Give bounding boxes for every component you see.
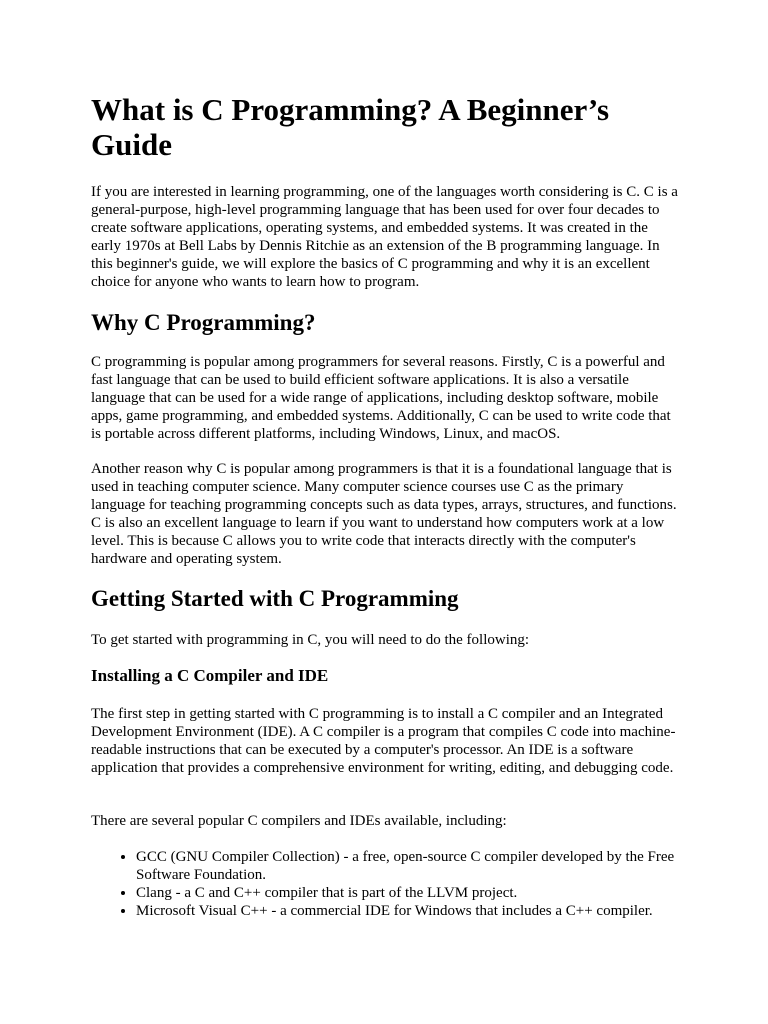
installing-paragraph-1: The first step in getting started with C programming is to install a C compiler and an Integrated Development Environment (IDE). A C compiler is a program that compiles C code into machine-readable instructions that can be executed by a computer's processor. An IDE is a software application that provides a comprehensive environment for writing, editing, and debugging code. — [91, 706, 676, 776]
list-item: • GCC (GNU Compiler Collection) - a free, open-source C compiler developed by the Free Software Foundation. — [136, 848, 681, 884]
list-item: • Microsoft Visual C++ - a commercial IDE for Windows that includes a C++ compiler. — [136, 902, 681, 920]
intro-paragraph: If you are interested in learning programming, one of the languages worth considering is C. C is a general-purpose, high-level programming language that has been used for over four decades to create software applications, operating systems, and embedded systems. It was created in the early 1970s at Bell Labs by Dennis Ritchie as an extension of the B programming language. In this beginner's guide, we will explore the basics of C programming and why it is an excellent choice for anyone who wants to learn how to program. — [91, 184, 678, 290]
subsection-heading-installing: Installing a C Compiler and IDE — [91, 666, 329, 685]
getting-started-paragraph: To get started with programming in C, you will need to do the following: — [91, 632, 530, 648]
section-heading-why: Why C Programming? — [91, 310, 316, 335]
page-title: What is C Programming? A Beginner’s Guide — [91, 92, 610, 162]
section-heading-getting-started: Getting Started with C Programming — [91, 586, 459, 611]
compiler-list — [91, 848, 681, 920]
why-paragraph-1: C programming is popular among programmers for several reasons. Firstly, C is a powerful and fast language that can be used to build efficient software applications. It is also a versatile language that can be used for a wide range of applications, including desktop software, mobile apps, game programming, and embedded systems. Additionally, C can be used to write code that is portable across different platforms, including Windows, Linux, and macOS. — [91, 354, 671, 442]
list-item: • Clang - a C and C++ compiler that is part of the LLVM project. — [136, 884, 681, 902]
why-paragraph-2: Another reason why C is popular among programmers is that it is a foundational language that is used in teaching computer science. Many computer science courses use C as the primary language for teaching programming concepts such as data types, arrays, structures, and functions. C is also an excellent language to learn if you want to understand how computers work at a low level. This is because C allows you to write code that interacts directly with the computer's hardware and operating system. — [91, 461, 677, 567]
installing-paragraph-2: There are several popular C compilers and IDEs available, including: — [91, 813, 507, 829]
